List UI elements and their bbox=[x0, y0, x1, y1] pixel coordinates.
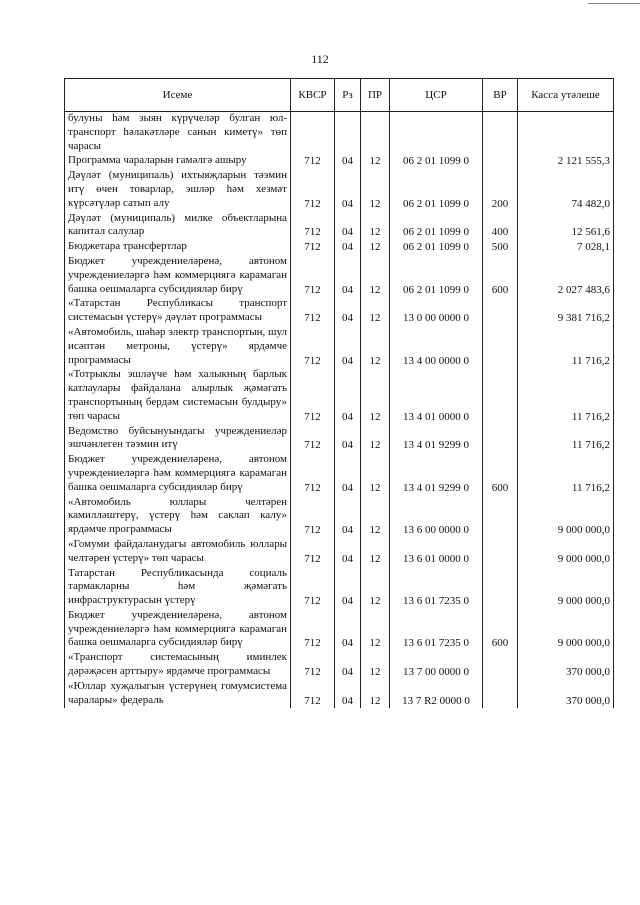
row-amount: 11 716,2 bbox=[518, 326, 614, 368]
table-row bbox=[65, 240, 614, 255]
row-pr: 12 bbox=[361, 297, 390, 326]
row-csr bbox=[390, 112, 483, 155]
row-vr bbox=[483, 112, 518, 155]
row-amount: 12 561,6 bbox=[518, 212, 614, 241]
row-name: булуны һәм зыян күрүчеләр булган юл-транспорт һәлакәтләре санын киметү» төп чарасы bbox=[65, 112, 291, 155]
row-vr bbox=[483, 538, 518, 567]
row-vr bbox=[483, 496, 518, 538]
row-rz: 04 bbox=[335, 240, 361, 255]
row-kvsr: 712 bbox=[291, 680, 335, 709]
row-name: «Тотрыклы эшләүче һәм халыкның барлык катлаулары файдалана алырлык җәмәгать транспортының бердәм системасын булдыру» төп чарасы bbox=[65, 368, 291, 424]
row-rz: 04 bbox=[335, 255, 361, 297]
header-kvsr: КВСР bbox=[291, 79, 335, 112]
row-kvsr: 712 bbox=[291, 240, 335, 255]
row-csr: 13 6 00 0000 0 bbox=[390, 496, 483, 538]
row-rz: 04 bbox=[335, 609, 361, 651]
row-csr: 06 2 01 1099 0 bbox=[390, 212, 483, 241]
row-name: Ведомство буйсынуындагы учреждениеләр эшчәнлеген тәэмин итү bbox=[65, 425, 291, 454]
row-name: Программа чараларын гамәлгә ашыру bbox=[65, 154, 291, 169]
table-row bbox=[65, 212, 614, 241]
table-header bbox=[65, 79, 614, 112]
row-vr: 200 bbox=[483, 169, 518, 211]
row-pr: 12 bbox=[361, 453, 390, 495]
row-kvsr: 712 bbox=[291, 368, 335, 424]
table-row bbox=[65, 538, 614, 567]
row-vr bbox=[483, 368, 518, 424]
row-vr bbox=[483, 326, 518, 368]
header-vr: ВР bbox=[483, 79, 518, 112]
row-name: «Автомобиль юллары челтәрен камилләштерү, үстерү һәм саклап калу» ярдәмче программасы bbox=[65, 496, 291, 538]
row-vr: 500 bbox=[483, 240, 518, 255]
row-kvsr: 712 bbox=[291, 453, 335, 495]
row-name: «Юллар хуҗалыгын үстерүнең гомумсистема чаралары» федераль bbox=[65, 680, 291, 709]
page-number: 112 bbox=[311, 52, 329, 66]
table-row bbox=[65, 169, 614, 211]
table-row bbox=[65, 609, 614, 651]
row-kvsr: 712 bbox=[291, 425, 335, 454]
row-rz: 04 bbox=[335, 154, 361, 169]
row-rz: 04 bbox=[335, 425, 361, 454]
row-rz: 04 bbox=[335, 567, 361, 609]
row-pr: 12 bbox=[361, 567, 390, 609]
row-pr: 12 bbox=[361, 169, 390, 211]
row-amount: 74 482,0 bbox=[518, 169, 614, 211]
row-pr: 12 bbox=[361, 154, 390, 169]
row-amount: 370 000,0 bbox=[518, 651, 614, 680]
row-rz: 04 bbox=[335, 297, 361, 326]
header-kassa: Касса утәлеше bbox=[518, 79, 614, 112]
row-kvsr: 712 bbox=[291, 255, 335, 297]
row-pr: 12 bbox=[361, 240, 390, 255]
row-amount bbox=[518, 112, 614, 155]
header-rz: Рз bbox=[335, 79, 361, 112]
row-vr bbox=[483, 567, 518, 609]
row-pr: 12 bbox=[361, 609, 390, 651]
row-pr: 12 bbox=[361, 651, 390, 680]
row-csr: 13 6 01 7235 0 bbox=[390, 609, 483, 651]
row-vr: 400 bbox=[483, 212, 518, 241]
row-vr: 600 bbox=[483, 453, 518, 495]
header-pr: ПР bbox=[361, 79, 390, 112]
row-amount: 2 121 555,3 bbox=[518, 154, 614, 169]
row-pr: 12 bbox=[361, 326, 390, 368]
row-kvsr: 712 bbox=[291, 169, 335, 211]
row-csr: 13 7 R2 0000 0 bbox=[390, 680, 483, 709]
row-csr: 13 6 01 0000 0 bbox=[390, 538, 483, 567]
table-row bbox=[65, 567, 614, 609]
table-row bbox=[65, 425, 614, 454]
row-kvsr: 712 bbox=[291, 538, 335, 567]
row-name: Бюджет учреждениеләренә, автоном учреждениеләргә һәм коммерциягә карамаган башка оешмаларга субсидияләр бирү bbox=[65, 453, 291, 495]
budget-table bbox=[64, 78, 614, 708]
row-amount: 11 716,2 bbox=[518, 425, 614, 454]
row-csr: 06 2 01 1099 0 bbox=[390, 255, 483, 297]
table-body bbox=[65, 112, 614, 709]
row-pr: 12 bbox=[361, 680, 390, 709]
header-name: Исеме bbox=[65, 79, 291, 112]
row-name: «Транспорт системасының иминлек дәрәҗәсен арттыру» ярдәмче программасы bbox=[65, 651, 291, 680]
row-vr bbox=[483, 651, 518, 680]
row-pr: 12 bbox=[361, 496, 390, 538]
table-row bbox=[65, 112, 614, 155]
row-rz: 04 bbox=[335, 538, 361, 567]
row-name: «Татарстан Республикасы транспорт системасын үстерү» дәүләт программасы bbox=[65, 297, 291, 326]
row-kvsr: 712 bbox=[291, 496, 335, 538]
row-rz: 04 bbox=[335, 680, 361, 709]
row-csr: 06 2 01 1099 0 bbox=[390, 240, 483, 255]
row-name: Бюджет учреждениеләренә, автоном учреждениеләргә һәм коммерциягә карамаган башка оешмаларга субсидияләр бирү bbox=[65, 255, 291, 297]
row-pr bbox=[361, 112, 390, 155]
row-vr bbox=[483, 680, 518, 709]
row-pr: 12 bbox=[361, 255, 390, 297]
table-row bbox=[65, 255, 614, 297]
row-pr: 12 bbox=[361, 538, 390, 567]
row-rz: 04 bbox=[335, 326, 361, 368]
row-rz: 04 bbox=[335, 368, 361, 424]
top-edge-rule bbox=[588, 3, 640, 4]
row-vr bbox=[483, 154, 518, 169]
row-rz bbox=[335, 112, 361, 155]
row-amount: 9 000 000,0 bbox=[518, 496, 614, 538]
row-name: Дәүләт (муниципаль) ихтыяҗларын тәэмин итү өчен товарлар, эшләр һәм хезмәт күрсәтүләр сатып алу bbox=[65, 169, 291, 211]
row-kvsr: 712 bbox=[291, 609, 335, 651]
table-row bbox=[65, 453, 614, 495]
row-vr bbox=[483, 297, 518, 326]
row-kvsr: 712 bbox=[291, 297, 335, 326]
row-csr: 13 4 00 0000 0 bbox=[390, 326, 483, 368]
row-csr: 13 0 00 0000 0 bbox=[390, 297, 483, 326]
row-rz: 04 bbox=[335, 212, 361, 241]
row-name: Бюджет учреждениеләренә, автоном учреждениеләргә һәм коммерциягә карамаган башка оешмаларга субсидияләр бирү bbox=[65, 609, 291, 651]
row-csr: 13 6 01 7235 0 bbox=[390, 567, 483, 609]
row-amount: 9 381 716,2 bbox=[518, 297, 614, 326]
table-row bbox=[65, 297, 614, 326]
row-kvsr: 712 bbox=[291, 212, 335, 241]
row-name: «Гомуми файдаланудагы автомобиль юллары челтәрен үстерү» төп чарасы bbox=[65, 538, 291, 567]
row-pr: 12 bbox=[361, 425, 390, 454]
row-vr: 600 bbox=[483, 255, 518, 297]
row-amount: 370 000,0 bbox=[518, 680, 614, 709]
row-amount: 11 716,2 bbox=[518, 368, 614, 424]
row-pr: 12 bbox=[361, 212, 390, 241]
table-row bbox=[65, 326, 614, 368]
row-amount: 9 000 000,0 bbox=[518, 609, 614, 651]
header-csr: ЦСР bbox=[390, 79, 483, 112]
table-row bbox=[65, 496, 614, 538]
row-name: Дәүләт (муниципаль) милке объектларына капитал салулар bbox=[65, 212, 291, 241]
row-csr: 13 4 01 9299 0 bbox=[390, 425, 483, 454]
row-name: Татарстан Республикасында социаль тармакларны һәм җәмәгать инфраструктурасын үстерү bbox=[65, 567, 291, 609]
row-amount: 9 000 000,0 bbox=[518, 538, 614, 567]
row-csr: 13 4 01 9299 0 bbox=[390, 453, 483, 495]
row-csr: 06 2 01 1099 0 bbox=[390, 154, 483, 169]
row-amount: 11 716,2 bbox=[518, 453, 614, 495]
row-csr: 06 2 01 1099 0 bbox=[390, 169, 483, 211]
row-name: «Автомобиль, шәһәр электр транспортын, шул исәптән метроны, үстерү» ярдәмче программасы bbox=[65, 326, 291, 368]
row-vr: 600 bbox=[483, 609, 518, 651]
row-amount: 2 027 483,6 bbox=[518, 255, 614, 297]
row-kvsr: 712 bbox=[291, 567, 335, 609]
row-amount: 9 000 000,0 bbox=[518, 567, 614, 609]
row-pr: 12 bbox=[361, 368, 390, 424]
row-rz: 04 bbox=[335, 169, 361, 211]
row-kvsr: 712 bbox=[291, 326, 335, 368]
row-rz: 04 bbox=[335, 453, 361, 495]
row-csr: 13 7 00 0000 0 bbox=[390, 651, 483, 680]
row-kvsr bbox=[291, 112, 335, 155]
row-kvsr: 712 bbox=[291, 651, 335, 680]
table-row bbox=[65, 368, 614, 424]
row-rz: 04 bbox=[335, 651, 361, 680]
table-row bbox=[65, 154, 614, 169]
row-rz: 04 bbox=[335, 496, 361, 538]
table-row bbox=[65, 680, 614, 709]
table-row bbox=[65, 651, 614, 680]
row-kvsr: 712 bbox=[291, 154, 335, 169]
row-name: Бюджетара трансфертлар bbox=[65, 240, 291, 255]
row-vr bbox=[483, 425, 518, 454]
row-csr: 13 4 01 0000 0 bbox=[390, 368, 483, 424]
row-amount: 7 028,1 bbox=[518, 240, 614, 255]
